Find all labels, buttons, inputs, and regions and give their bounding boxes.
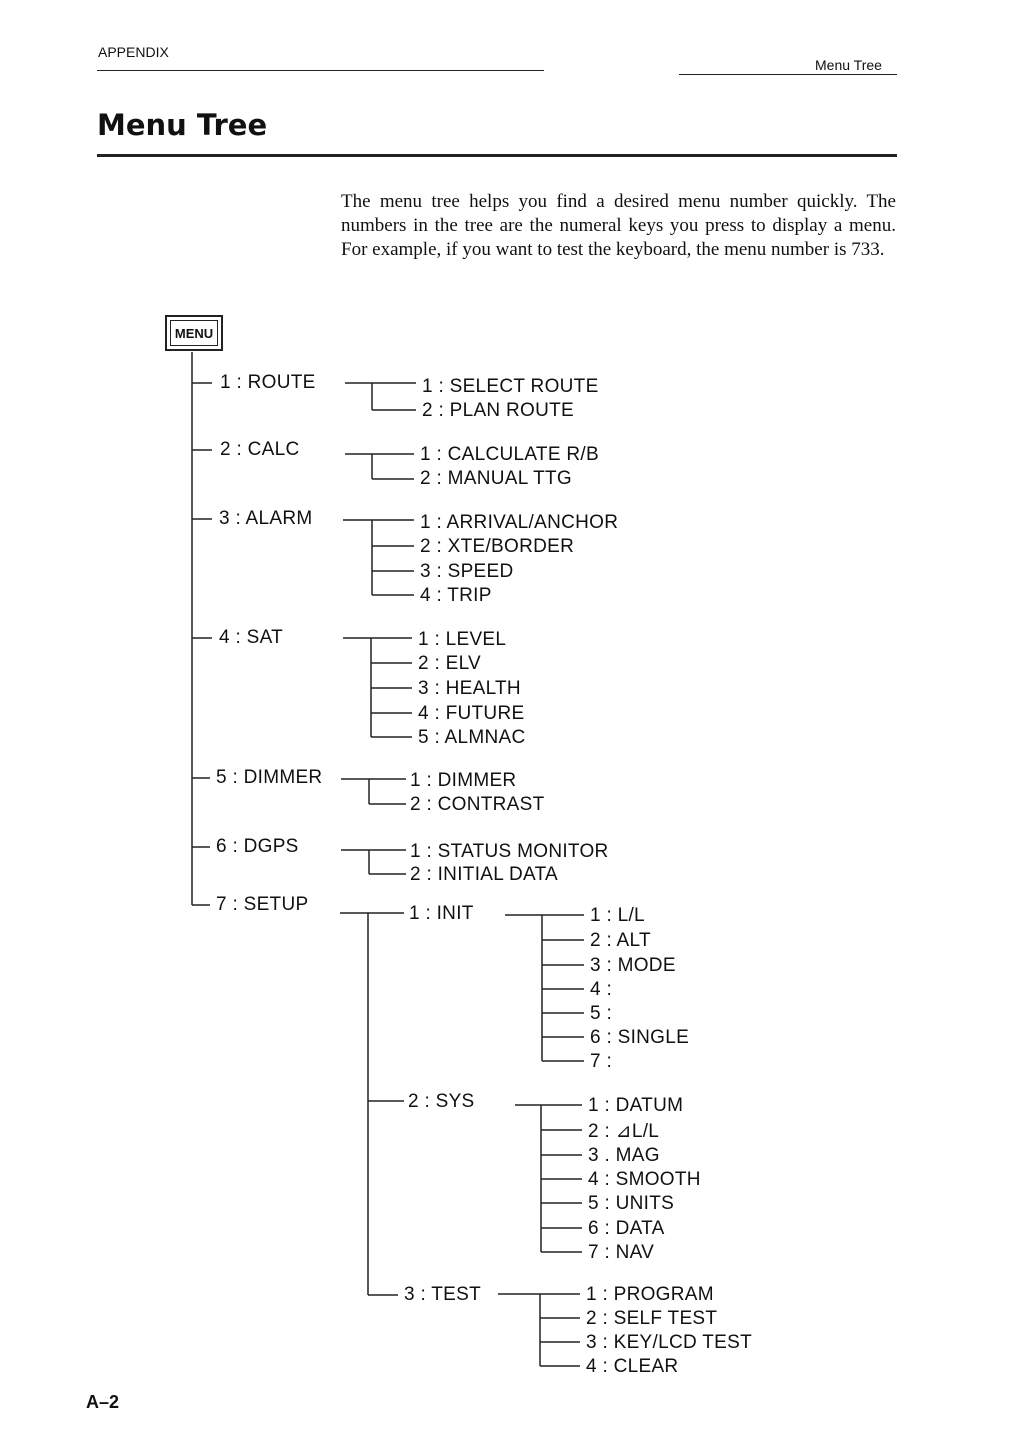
submenu-item: 1 : CALCULATE R/B	[420, 444, 599, 465]
submenu-item: 4 : SMOOTH	[588, 1169, 701, 1190]
menu-route: 1 : ROUTE	[220, 372, 316, 393]
submenu-test: 3 : TEST	[404, 1284, 482, 1305]
header-section: APPENDIX	[98, 44, 169, 60]
submenu-item: 4 : TRIP	[420, 585, 492, 606]
submenu-item: 2 : SELF TEST	[586, 1308, 718, 1329]
page-number: A–2	[86, 1392, 120, 1412]
submenu-item: 7 :	[590, 1051, 613, 1072]
menu-calc: 2 : CALC	[220, 439, 300, 460]
submenu-item: 1 : ARRIVAL/ANCHOR	[420, 512, 619, 533]
submenu-item: 2 : INITIAL DATA	[410, 864, 559, 885]
submenu-item: 3 . MAG	[588, 1145, 660, 1166]
menu-setup: 7 : SETUP	[216, 894, 309, 915]
menu-dgps: 6 : DGPS	[216, 836, 299, 857]
submenu-item: 4 : FUTURE	[418, 703, 525, 724]
submenu-item: 3 : KEY/LCD TEST	[586, 1332, 753, 1353]
intro-paragraph: The menu tree helps you find a desired menu number quickly. The numbers in the tree are the numeral keys you press to display a menu. For example, if you want to test the keyboard, the menu number is 733.	[341, 191, 896, 260]
submenu-item: 1 : SELECT ROUTE	[422, 376, 599, 397]
submenu-item: 3 : SPEED	[420, 561, 514, 582]
submenu-item: 1 : PROGRAM	[586, 1284, 714, 1305]
menu-key-label: MENU	[170, 320, 218, 346]
submenu-item: 5 :	[590, 1003, 613, 1024]
submenu-item: 1 : L/L	[590, 905, 645, 926]
header-topic: Menu Tree	[815, 57, 882, 73]
submenu-item: 2 : ALT	[590, 930, 651, 951]
submenu-item: 3 : MODE	[590, 955, 676, 976]
submenu-item: 5 : ALMNAC	[418, 727, 526, 748]
submenu-item: 1 : LEVEL	[418, 629, 507, 650]
submenu-item: 4 :	[590, 979, 613, 1000]
page-title: Menu Tree	[97, 108, 268, 142]
submenu-item: 5 : UNITS	[588, 1193, 675, 1214]
submenu-item: 2 : CONTRAST	[410, 794, 545, 815]
menu-sat: 4 : SAT	[219, 627, 284, 648]
submenu-item: 1 : STATUS MONITOR	[410, 841, 609, 862]
submenu-item: 1 : DIMMER	[410, 770, 517, 791]
submenu-item: 3 : HEALTH	[418, 678, 521, 699]
submenu-item: 2 : ELV	[418, 653, 482, 674]
submenu-init: 1 : INIT	[409, 903, 474, 924]
submenu-item: 1 : DATUM	[588, 1095, 684, 1116]
submenu-sys: 2 : SYS	[408, 1091, 475, 1112]
menu-dimmer: 5 : DIMMER	[216, 767, 323, 788]
submenu-item: 2 : MANUAL TTG	[420, 468, 573, 489]
submenu-item: 2 : XTE/BORDER	[420, 536, 575, 557]
submenu-item: 6 : DATA	[588, 1218, 665, 1239]
submenu-item: 4 : CLEAR	[586, 1356, 679, 1377]
submenu-item: 6 : SINGLE	[590, 1027, 690, 1048]
submenu-item: 7 : NAV	[588, 1242, 655, 1263]
submenu-item: 2 : ⊿L/L	[588, 1121, 660, 1142]
submenu-item: 2 : PLAN ROUTE	[422, 400, 575, 421]
menu-alarm: 3 : ALARM	[219, 508, 313, 529]
